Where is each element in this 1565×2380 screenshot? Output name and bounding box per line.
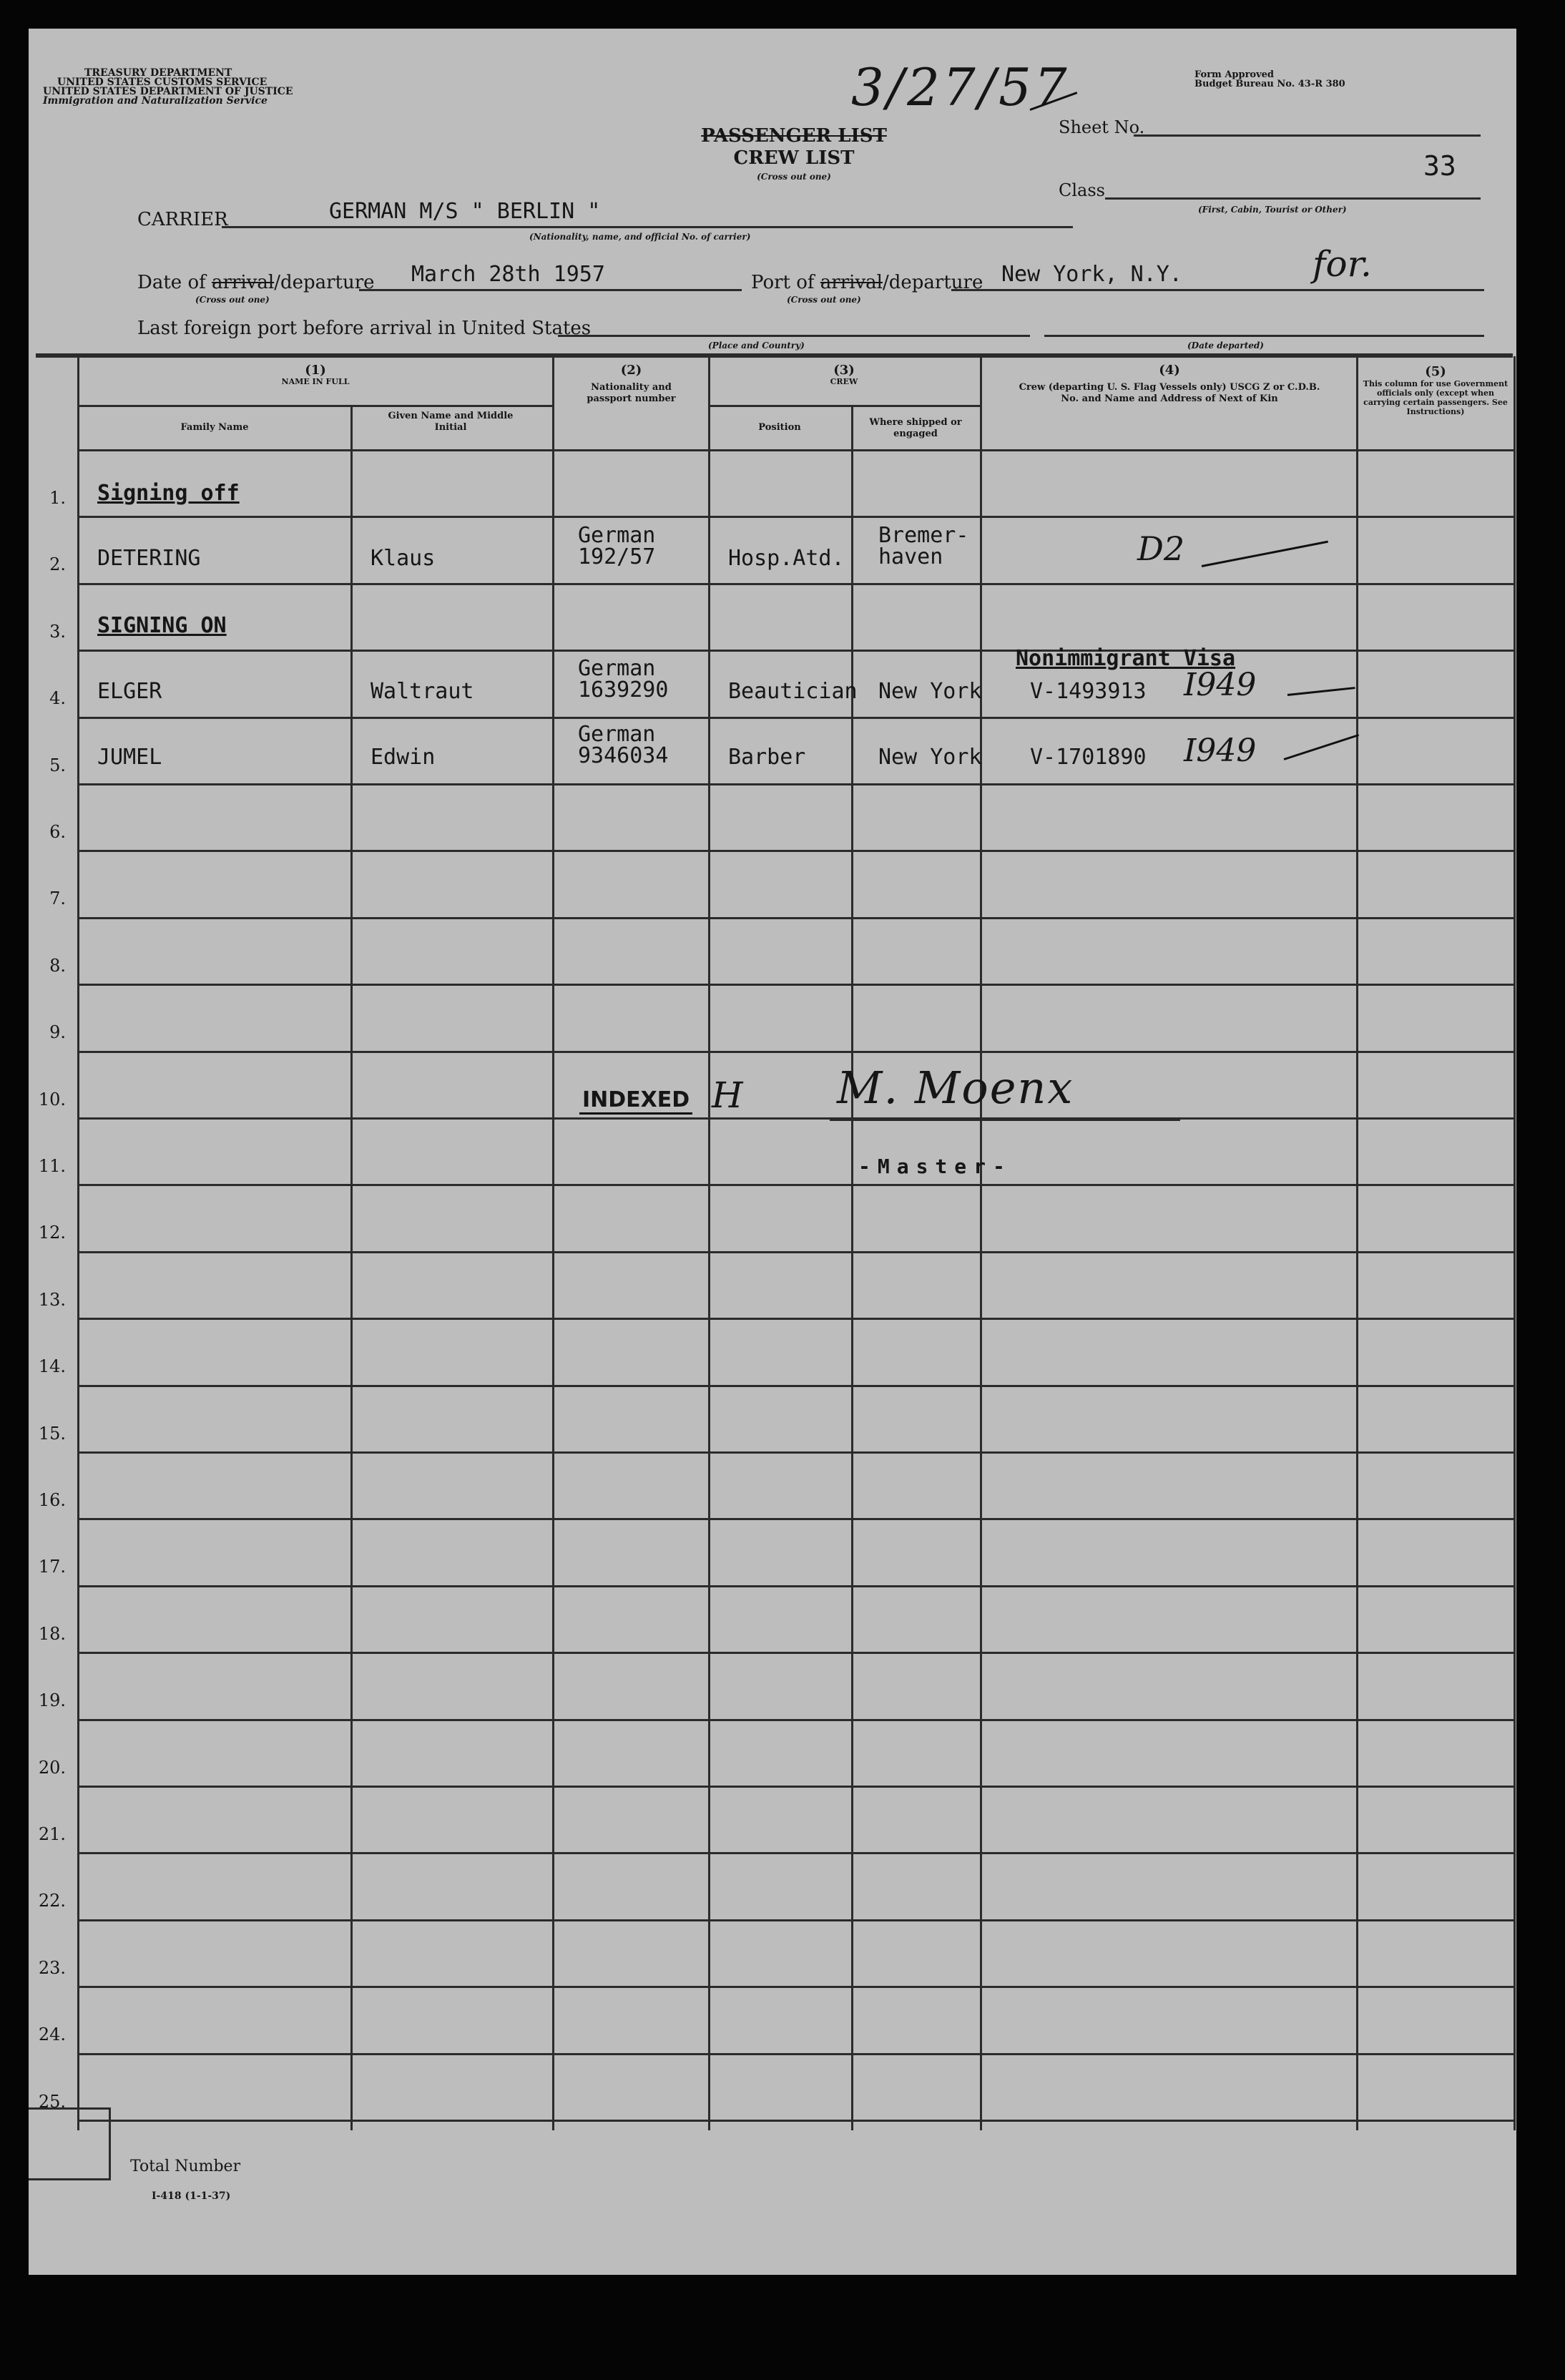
col1-number: (1) bbox=[305, 363, 326, 378]
col2-title: Nationality and passport number bbox=[587, 382, 676, 404]
master-label: -Master- bbox=[858, 1155, 1012, 1178]
row-rule bbox=[79, 984, 1514, 986]
col5-number: (5) bbox=[1425, 364, 1446, 379]
family-name-header: Family Name bbox=[180, 422, 249, 433]
title-struck: PASSENGER LIST bbox=[701, 125, 887, 147]
row-rule bbox=[79, 1919, 1514, 1921]
row-rule bbox=[79, 1518, 1514, 1520]
row-number: 13. bbox=[38, 1290, 66, 1310]
class-label: Class bbox=[1059, 180, 1105, 200]
handwritten-d2: D2 bbox=[1137, 529, 1185, 568]
row-rule bbox=[79, 1251, 1514, 1253]
col3-title: CREW bbox=[830, 377, 858, 386]
row-number: 25. bbox=[38, 2092, 66, 2112]
row-rule bbox=[79, 783, 1514, 785]
row-rule bbox=[79, 1986, 1514, 1988]
given-name-cell: Edwin bbox=[371, 745, 436, 770]
date-label bbox=[137, 272, 375, 293]
col5-header bbox=[1360, 365, 1511, 416]
passport-cell: 192/57 bbox=[578, 544, 656, 569]
row-number: 24. bbox=[38, 2024, 66, 2044]
date-label-struck: arrival bbox=[212, 272, 275, 293]
header-subrule bbox=[79, 405, 552, 407]
title-note: (Cross out one) bbox=[757, 172, 831, 182]
nationality-cell: German bbox=[578, 722, 656, 747]
form-number: I-418 (1-1-37) bbox=[152, 2190, 231, 2202]
row-rule bbox=[79, 1051, 1514, 1053]
handwritten-i949: I949 bbox=[1184, 733, 1257, 769]
col-line bbox=[77, 356, 79, 2130]
col1-title: NAME IN FULL bbox=[281, 377, 350, 386]
indexed-initial: H bbox=[712, 1074, 743, 1116]
row-rule bbox=[79, 650, 1514, 652]
signing-on-heading: SIGNING ON bbox=[97, 613, 227, 638]
port-label-suffix: /departure bbox=[882, 272, 983, 293]
col3-header bbox=[708, 365, 980, 388]
place-note: (Place and Country) bbox=[708, 341, 805, 351]
agency-line: UNITED STATES DEPARTMENT OF JUSTICE bbox=[43, 86, 293, 97]
carrier-label: CARRIER bbox=[137, 209, 228, 230]
row-rule bbox=[79, 1318, 1514, 1320]
d2-pen-stroke bbox=[1202, 541, 1328, 567]
col-line bbox=[851, 406, 853, 2130]
port-label-struck: arrival bbox=[820, 272, 883, 293]
form-approved-line: Form Approved bbox=[1194, 69, 1275, 80]
last-port-underline bbox=[558, 335, 1030, 337]
port-label bbox=[751, 272, 983, 293]
carrier-value: GERMAN M/S " BERLIN " bbox=[329, 199, 601, 224]
row-number: 2. bbox=[49, 554, 66, 574]
row-rule bbox=[79, 2120, 1514, 2122]
row-rule bbox=[79, 1184, 1514, 1186]
port-label-prefix: Port of bbox=[751, 272, 820, 293]
row-number: 11. bbox=[38, 1156, 66, 1176]
passport-cell: 9346034 bbox=[578, 743, 669, 768]
sheet-number: 33 bbox=[1423, 150, 1456, 182]
position-header: Position bbox=[758, 422, 801, 433]
visa-number-cell: V-1493913 bbox=[1030, 679, 1147, 704]
departure-date: March 28th 1957 bbox=[411, 262, 605, 287]
row-number: 4. bbox=[49, 688, 66, 708]
date-underline bbox=[359, 289, 742, 291]
row-number: 15. bbox=[38, 1424, 66, 1444]
row-number: 8. bbox=[49, 956, 66, 976]
shipped-cell: New York bbox=[878, 679, 982, 704]
visa-heading: Nonimmigrant Visa bbox=[1016, 646, 1236, 671]
nationality-cell: German bbox=[578, 523, 656, 548]
date-note: (Cross out one) bbox=[195, 295, 270, 305]
row-rule bbox=[79, 1385, 1514, 1387]
sheet-underline bbox=[1134, 134, 1481, 137]
signing-off-heading: Signing off bbox=[97, 481, 240, 506]
row-number: 17. bbox=[38, 1557, 66, 1577]
row-number: 16. bbox=[38, 1490, 66, 1510]
given-name-header: Given Name and Middle Initial bbox=[388, 411, 514, 433]
row-number: 6. bbox=[49, 822, 66, 842]
indexed-stamp: INDEXED bbox=[579, 1087, 692, 1115]
row-rule bbox=[79, 583, 1514, 585]
class-underline bbox=[1105, 197, 1481, 200]
col2-number: (2) bbox=[620, 363, 642, 378]
row-rule bbox=[79, 2053, 1514, 2055]
carrier-note: (Nationality, name, and official No. of carrier) bbox=[529, 232, 751, 242]
row-rule bbox=[79, 1719, 1514, 1721]
shipped-cell: New York bbox=[878, 745, 982, 770]
row-number: 12. bbox=[38, 1223, 66, 1243]
port-note: (Cross out one) bbox=[787, 295, 861, 305]
last-port-label: Last foreign port before arrival in United States bbox=[137, 318, 592, 339]
row-rule bbox=[79, 1786, 1514, 1788]
nationality-cell: German bbox=[578, 656, 656, 681]
port-underline bbox=[951, 289, 1484, 291]
position-cell: Hosp.Atd. bbox=[728, 546, 845, 571]
handwritten-for: for. bbox=[1313, 243, 1372, 285]
col5-title: This column for use Government officials only (except when carrying certain passengers. See Instructions) bbox=[1363, 379, 1508, 416]
row-rule bbox=[79, 850, 1514, 852]
row-rule bbox=[79, 1451, 1514, 1454]
visa-number-cell: V-1701890 bbox=[1030, 745, 1147, 770]
date-label-suffix: /departure bbox=[274, 272, 375, 293]
given-name-cell: Waltraut bbox=[371, 679, 474, 704]
col-line bbox=[1514, 356, 1516, 2130]
row-number: 20. bbox=[38, 1758, 66, 1778]
row-number: 9. bbox=[49, 1022, 66, 1042]
row-number: 18. bbox=[38, 1624, 66, 1644]
family-name-cell: ELGER bbox=[97, 679, 162, 704]
col-line bbox=[980, 356, 982, 2130]
row-rule bbox=[79, 717, 1514, 719]
header-bottom-rule bbox=[79, 449, 1514, 451]
date-departed-note: (Date departed) bbox=[1187, 341, 1264, 351]
family-name-cell: JUMEL bbox=[97, 745, 162, 770]
header-subrule bbox=[708, 405, 980, 407]
page-title: CREW LIST bbox=[733, 147, 855, 169]
col-line bbox=[552, 356, 554, 2130]
row-number: 23. bbox=[38, 1958, 66, 1978]
col3-number: (3) bbox=[833, 363, 855, 378]
shipped-cell: Bremer- bbox=[878, 523, 969, 548]
handwritten-i949: I949 bbox=[1184, 667, 1257, 703]
date-label-prefix: Date of bbox=[137, 272, 212, 293]
last-date-underline bbox=[1044, 335, 1484, 337]
col-line bbox=[708, 356, 710, 2130]
col-line bbox=[1356, 356, 1358, 2130]
given-name-cell: Klaus bbox=[371, 546, 436, 571]
form-approved-line: Budget Bureau No. 43-R 380 bbox=[1194, 79, 1345, 89]
row-number: 19. bbox=[38, 1690, 66, 1710]
family-name-cell: DETERING bbox=[97, 546, 201, 571]
agency-line: TREASURY DEPARTMENT bbox=[84, 67, 232, 79]
i949-pen-stroke bbox=[1284, 734, 1360, 760]
row-number: 1. bbox=[49, 488, 66, 508]
col4-title: Crew (departing U. S. Flag Vessels only) USCG Z or C.D.B. No. and Name and Address of Next of Kin bbox=[1019, 382, 1320, 404]
row-number: 7. bbox=[49, 888, 66, 909]
row-rule bbox=[79, 1652, 1514, 1654]
total-number-label: Total Number bbox=[130, 2158, 241, 2175]
shipped-header: Where shipped or engaged bbox=[869, 417, 962, 439]
crew-list-form bbox=[29, 29, 1516, 2275]
row-rule bbox=[79, 1585, 1514, 1587]
sheet-label: Sheet No. bbox=[1059, 117, 1145, 137]
master-signature: M. Moenx bbox=[837, 1062, 1074, 1114]
total-box bbox=[29, 2107, 111, 2180]
class-note: (First, Cabin, Tourist or Other) bbox=[1198, 205, 1347, 215]
row-rule bbox=[79, 1852, 1514, 1854]
row-number: 10. bbox=[38, 1089, 66, 1110]
handwritten-date: 3/27/57 bbox=[851, 57, 1070, 117]
port-value: New York, N.Y. bbox=[1001, 262, 1182, 287]
row-rule bbox=[79, 1117, 1514, 1120]
row-rule bbox=[79, 516, 1514, 518]
row-number: 22. bbox=[38, 1891, 66, 1911]
passport-cell: 1639290 bbox=[578, 677, 669, 702]
position-cell: Barber bbox=[728, 745, 806, 770]
carrier-underline bbox=[222, 226, 1073, 228]
row-number: 5. bbox=[49, 755, 66, 775]
shipped-cell: haven bbox=[878, 544, 943, 569]
agency-line: UNITED STATES CUSTOMS SERVICE bbox=[57, 77, 268, 88]
col4-number: (4) bbox=[1159, 363, 1180, 378]
i949-pen-stroke bbox=[1287, 687, 1355, 696]
col4-header bbox=[1009, 365, 1330, 405]
row-number: 14. bbox=[38, 1356, 66, 1376]
position-cell: Beautician bbox=[728, 679, 858, 704]
agency-header bbox=[43, 69, 293, 106]
table-top-rule bbox=[36, 353, 1513, 358]
signature-line bbox=[830, 1117, 1180, 1121]
row-number: 21. bbox=[38, 1824, 66, 1844]
col-line bbox=[350, 406, 353, 2130]
row-number: 3. bbox=[49, 622, 66, 642]
agency-line: Immigration and Naturalization Service bbox=[43, 95, 268, 107]
col1-header bbox=[79, 365, 552, 388]
col2-header bbox=[572, 365, 690, 405]
row-rule bbox=[79, 917, 1514, 919]
form-approved bbox=[1194, 70, 1345, 89]
